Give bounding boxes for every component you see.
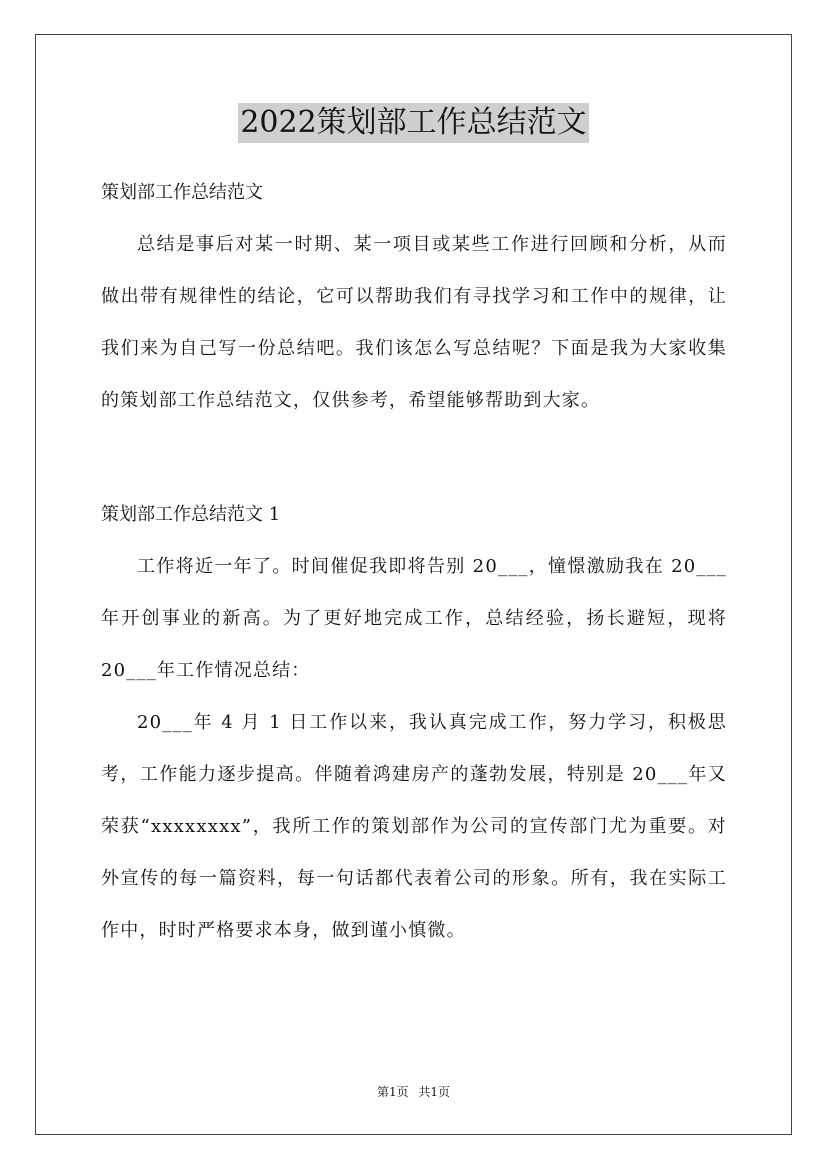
intro-heading: 策划部工作总结范文 [101, 182, 263, 203]
section1-paragraph: 20___年 4 月 1 日工作以来，我认真完成工作，努力学习，积极思考，工作能力逐步提高。伴随着鸿建房产的蓬勃发展，特别是 20___年又荣获“xxxxxxxx”，我所工作的策划部作为公司的宣传部门尤为重要。对外宣传的每一篇资料，每一句话都代表着公司的形象。所有，我在实际工作中，时时严格要求本身，做到谨小慎微。 [101, 712, 727, 941]
section1-paragraph: 工作将近一年了。时间催促我即将告别 20___，憧憬激励我在 20___年开创事业的新高。为了更好地完成工作，总结经验，扬长避短，现将 20___年工作情况总结： [101, 556, 727, 681]
document-title: 2022策划部工作总结范文 [238, 103, 588, 143]
section1-heading: 策划部工作总结范文 1 [101, 504, 281, 525]
intro-paragraph: 总结是事后对某一时期、某一项目或某些工作进行回顾和分析，从而做出带有规律性的结论，它可以帮助我们有寻找学习和工作中的规律，让我们来为自己写一份总结吧。我们该怎么写总结呢？下面是我为大家收集的策划部工作总结范文，仅供参考，希望能够帮助到大家。 [101, 234, 727, 411]
page-total: 共1页 [418, 1085, 451, 1099]
title-container [0, 103, 827, 143]
page-footer [0, 1083, 827, 1100]
section-spacer [101, 427, 727, 489]
page-number: 第1页 [376, 1085, 409, 1099]
document-body [101, 167, 727, 957]
